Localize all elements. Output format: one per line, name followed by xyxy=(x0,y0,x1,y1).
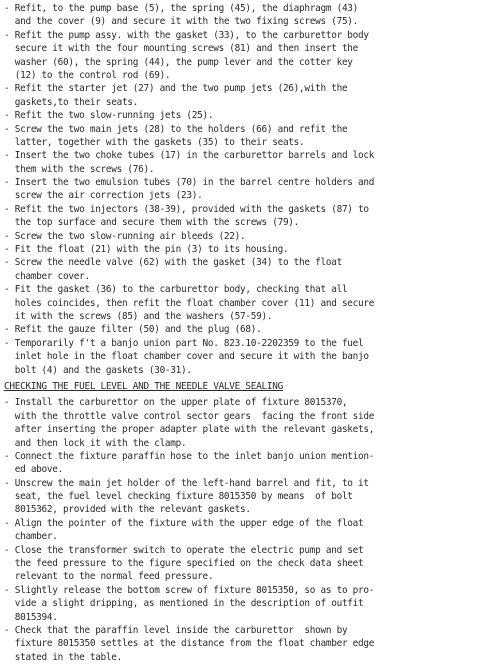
text-line: washer (60), the spring (44), the pump lever and the cotter key xyxy=(4,56,353,68)
text-line: - Fit the float (21) with the pin (3) to its housing. xyxy=(4,244,289,256)
text-line: and the cover (9) and secure it with the two fixing screws (75). xyxy=(4,16,359,28)
text-line: 8015362, provided with the relevant gaskets. xyxy=(4,504,251,516)
text-line: - Install the carburettor on the upper plate of fixture 8015370, xyxy=(4,397,348,409)
text-line: chamber. xyxy=(4,531,58,543)
text-line: and then lock it with the clamp. xyxy=(4,437,187,449)
text-line: inlet hole in the float chamber cover and secure it with the banjo xyxy=(4,351,369,363)
text-line: - Refit the starter jet (27) and the two pump jets (26),with the xyxy=(4,83,348,95)
text-line: with the throttle valve control sector gears facing the front side xyxy=(4,410,375,422)
text-line: - Align the pointer of the fixture with the upper edge of the float xyxy=(4,517,364,529)
text-line: (12) to the control rod (69). xyxy=(4,69,171,81)
text-line: bolt (4) and the gaskets (30-31). xyxy=(4,364,192,376)
document-page xyxy=(4,2,490,664)
section-heading: CHECKING THE FUEL LEVEL AND THE NEEDLE VALVE SEALING xyxy=(4,380,283,392)
text-line: stated in the table. xyxy=(4,651,123,663)
text-line: ed above. xyxy=(4,464,64,476)
text-line: 8015394. xyxy=(4,611,58,623)
text-line: - Connect the fixture paraffin hose to the inlet banjo union mention- xyxy=(4,450,375,462)
text-line: - Check that the paraffin level inside the carburettor shown by xyxy=(4,624,348,636)
text-line: vide a slight dripping, as mentioned in the description of outfit xyxy=(4,598,364,610)
text-line: after inserting the proper adapter plate with the relevant gaskets, xyxy=(4,424,375,436)
text-line: - Insert the two choke tubes (17) in the carburettor barrels and lock xyxy=(4,150,375,162)
text-line: secure it with the four mounting screws (81) and then insert the xyxy=(4,43,359,55)
text-line: the top surface and secure them with the screws (79). xyxy=(4,217,300,229)
text-line: them with the screws (76). xyxy=(4,163,155,175)
text-line: fixture 8015350 settles at the distance from the float chamber edge xyxy=(4,638,375,650)
text-line: - Slightly release the bottom screw of fixture 8015350, so as to pro- xyxy=(4,584,375,596)
text-line: relevant to the normal feed pressure. xyxy=(4,571,214,583)
text-line: - Refit the pump assy. with the gasket (33), to the carburettor body xyxy=(4,29,369,41)
text-line: holes coincides, then refit the float chamber cover (11) and secure xyxy=(4,297,375,309)
text-line: - Screw the two main jets (28) to the holders (66) and refit the xyxy=(4,123,348,135)
text-line: - Temporarily f't a banjo union part No. 823.10-2202359 to the fuel xyxy=(4,337,364,349)
text-line: - Fit the gasket (36) to the carburettor body, checking that all xyxy=(4,284,348,296)
text-line: the feed pressure to the figure specified on the check data sheet xyxy=(4,558,364,570)
text-line: - Close the transformer switch to operate the electric pump and set xyxy=(4,544,364,556)
text-line: - Refit the gauze filter (50) and the plug (68). xyxy=(4,324,262,336)
text-line: - Screw the two slow-running air bleeds (22). xyxy=(4,230,246,242)
text-line: - Refit the two slow-running jets (25). xyxy=(4,110,214,122)
text-line: seat, the fuel level checking fixture 8015350 by means of bolt xyxy=(4,491,353,503)
text-line: gaskets,to their seats. xyxy=(4,96,139,108)
fuel-level-check-steps xyxy=(4,396,490,664)
text-line: - Refit, to the pump base (5), the spring (45), the diaphragm (43) xyxy=(4,3,359,14)
text-line: - Unscrew the main jet holder of the left-hand barrel and fit, to it xyxy=(4,477,369,489)
text-line: - Insert the two emulsion tubes (70) in the barrel centre holders and xyxy=(4,177,375,189)
text-line: it with the screws (85) and the washers (57-59). xyxy=(4,310,273,322)
text-line: screw the air correction jets (23). xyxy=(4,190,203,202)
reassembly-steps xyxy=(4,2,490,377)
text-line: latter, together with the gaskets (35) to their seats. xyxy=(4,136,305,148)
text-line: - Refit the two injectors (38-39), provided with the gaskets (87) to xyxy=(4,203,369,215)
text-line: - Screw the needle valve (62) with the gasket (34) to the float xyxy=(4,257,342,269)
text-line: chamber cover. xyxy=(4,270,90,282)
